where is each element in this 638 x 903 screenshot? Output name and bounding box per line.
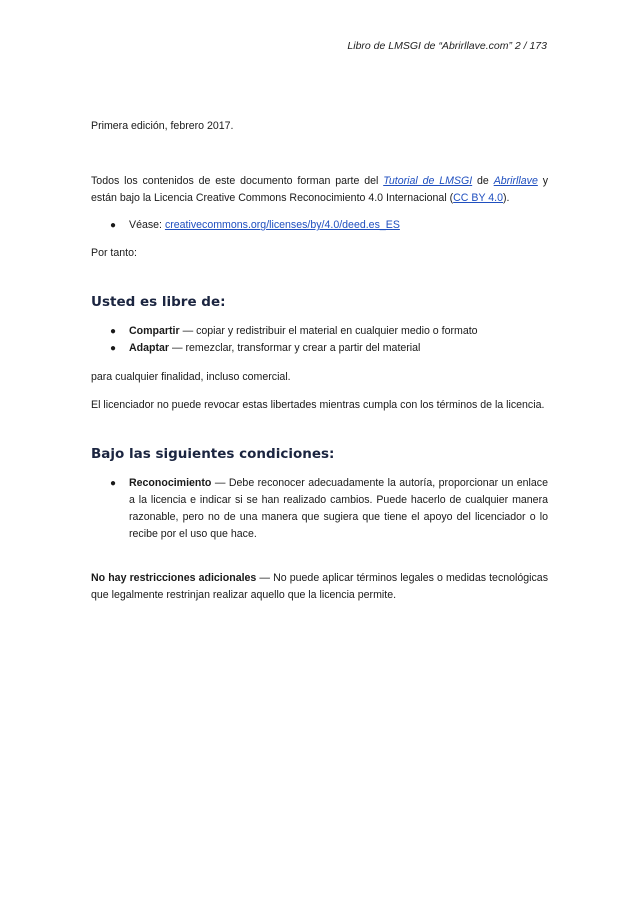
freedom-term: Compartir xyxy=(129,325,180,337)
condition-term: Reconocimiento xyxy=(129,477,212,489)
header-title: Libro de LMSGI de “Abrirllave.com” xyxy=(347,40,512,52)
bullet-dot-icon: ● xyxy=(110,343,117,354)
section-heading-free: Usted es libre de: xyxy=(91,294,226,310)
bullet-dot-icon: ● xyxy=(110,478,117,489)
freedom-text: — remezclar, transformar y crear a partir del material xyxy=(169,342,421,354)
cc-by-link[interactable]: CC BY 4.0 xyxy=(453,192,504,204)
creative-commons-link[interactable]: creativecommons.org/licenses/by/4.0/deed.es_ES xyxy=(164,219,400,231)
list-item xyxy=(91,217,548,234)
list-item xyxy=(91,340,548,357)
see-also-list xyxy=(91,217,548,234)
no-restrictions-paragraph xyxy=(91,570,548,604)
edition-line: Primera edición, febrero 2017. xyxy=(91,120,234,132)
license-intro-text-4: ). xyxy=(503,192,510,204)
header-page-number: 2 / 173 xyxy=(514,40,547,52)
freedoms-list xyxy=(91,323,548,357)
freedom-term: Adaptar xyxy=(129,342,170,354)
license-intro xyxy=(91,173,548,207)
conditions-list xyxy=(91,475,548,543)
therefore-line: Por tanto: xyxy=(91,247,137,259)
license-intro-text-1: Todos los contenidos de este documento forman parte del xyxy=(91,175,384,187)
list-item xyxy=(91,323,548,340)
bullet-dot-icon: ● xyxy=(110,326,117,337)
freedom-text: — copiar y redistribuir el material en cualquier medio o formato xyxy=(179,325,478,337)
license-intro-text-2: de xyxy=(472,175,494,187)
bullet-dot-icon: ● xyxy=(110,220,117,231)
page-header xyxy=(347,40,547,52)
no-restrictions-term: No hay restricciones adicionales xyxy=(91,572,257,584)
no-restrictions-text: — No puede aplicar términos legales o medidas tecnológicas que legalmente restrinjan realizar aquello que la licencia permite. xyxy=(91,572,548,601)
irrevocable-paragraph: El licenciador no puede revocar estas libertades mientras cumpla con los términos de la licencia. xyxy=(91,399,545,411)
condition-text: — Debe reconocer adecuadamente la autoría, proporcionar un enlace a la licencia e indicar si se han realizado cambios. Puede hacerlo de cualquier manera razonable, pero no de una manera que sugiera que tiene el apoyo del licenciador o lo recibe por el uso que hace. xyxy=(129,477,548,540)
purpose-line: para cualquier finalidad, incluso comercial. xyxy=(91,371,291,383)
tutorial-link[interactable]: Tutorial de LMSGI xyxy=(383,175,473,187)
abrirllave-link[interactable]: Abrirllave xyxy=(493,175,538,187)
list-item xyxy=(91,475,548,543)
license-intro-text-3: y están bajo la Licencia Creative Commons Reconocimiento 4.0 Internacional ( xyxy=(91,175,548,204)
see-also-label: Véase: xyxy=(129,219,165,231)
section-heading-conditions: Bajo las siguientes condiciones: xyxy=(91,446,335,462)
page-content xyxy=(91,118,548,604)
